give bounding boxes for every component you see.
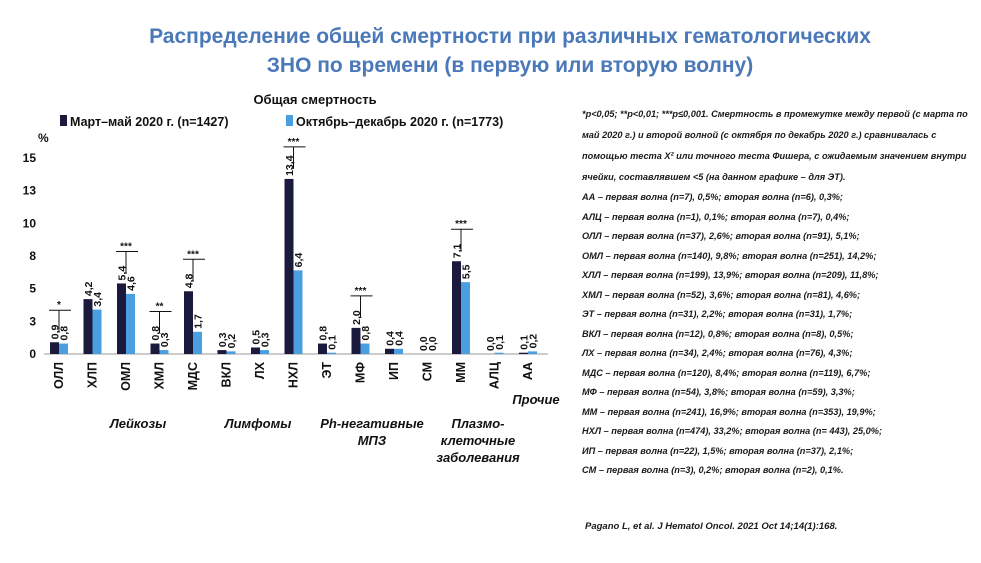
footnote-item: АЛЦ – первая волна (n=1), 0,1%; вторая волна (n=7), 0,4%; xyxy=(582,211,850,222)
bar-value-label: 0,8 xyxy=(360,325,372,341)
bar-value-label: 0,8 xyxy=(58,325,71,341)
footnote-item: ММ – первая волна (n=241), 16,9%; вторая волна (n=353), 19,9%; xyxy=(582,406,876,417)
bar-value-label: 0,3 xyxy=(217,332,229,348)
bar xyxy=(294,270,303,354)
significance-mark: *** xyxy=(455,219,467,231)
x-tick-label: МДС xyxy=(186,362,200,391)
bar xyxy=(361,344,370,354)
group-label-plasma-cell: Плазмо-клеточные заболевания xyxy=(436,416,520,465)
x-tick-label: ОЛЛ xyxy=(52,362,66,389)
citation: Pagano L, et al. J Hematol Oncol. 2021 Oct 14;14(1):168. xyxy=(585,521,838,532)
bar-value-label: 5,4 xyxy=(116,265,129,281)
bar-value-label: 4,2 xyxy=(83,281,95,297)
bar xyxy=(394,349,403,354)
bar xyxy=(251,347,260,354)
x-tick-label: СМ xyxy=(420,362,435,382)
x-tick-label: ИП xyxy=(387,362,401,380)
significance-mark: *** xyxy=(287,136,300,148)
bar-value-label: 0,0 xyxy=(418,336,430,351)
y-tick-label: 5 xyxy=(29,281,36,296)
x-tick-label: ОМЛ xyxy=(119,362,133,391)
footnote-item: МФ – первая волна (n=54), 3,8%; вторая волна (n=59), 3,3%; xyxy=(582,387,855,397)
bar xyxy=(327,353,336,354)
footnote-item: ОМЛ – первая волна (n=140), 9,8%; вторая волна (n=251), 14,2%; xyxy=(582,250,877,261)
bar xyxy=(193,332,202,354)
bar-value-label: 7,1 xyxy=(451,243,464,259)
group-label-leukemias: Лейкозы xyxy=(109,416,167,431)
bar-value-label: 0,4 xyxy=(384,331,397,346)
legend-label-series-2: Октябрь–декабрь 2020 г. (n=1773) xyxy=(296,115,504,129)
bar xyxy=(117,283,126,354)
bar-value-label: 0,3 xyxy=(159,332,171,348)
significance-mark: *** xyxy=(354,285,367,297)
y-tick-label: 3 xyxy=(29,314,36,329)
bar-value-label: 3,4 xyxy=(92,291,104,307)
bar xyxy=(260,350,269,354)
bar-value-label: 4,6 xyxy=(125,276,138,291)
footnote-item: ХМЛ – первая волна (n=52), 3,6%; вторая волна (n=81), 4,6%; xyxy=(582,289,861,300)
group-label-mpn: Ph-негативные МПЗ xyxy=(320,416,424,448)
bar-value-label: 0,0 xyxy=(427,336,439,351)
significance-mark: *** xyxy=(120,241,132,253)
footnotes xyxy=(582,104,977,481)
significance-mark: *** xyxy=(187,249,199,261)
y-tick-label: 13 xyxy=(22,183,36,198)
bar-value-label: 0,9 xyxy=(49,324,62,340)
y-axis xyxy=(23,151,37,361)
bar-value-label: 0,1 xyxy=(494,335,506,350)
group-label-lymphomas: Лимфомы xyxy=(224,416,292,431)
footnote-statistics: *p<0,05; **p<0,01; ***p≤0,001. Смертность в промежутке между первой (с марта по май 2020 г.) и второй волной (с октября по декабрь 2020 г.) сравнивалась с помощью теста Χ² или точного теста Фишера, с ожидаемым значением внутри ячейки, составлявшем <5 (на данном графике – для ЭТ). xyxy=(582,109,968,182)
bar-value-label: 1,7 xyxy=(192,314,205,329)
bar xyxy=(126,294,135,354)
x-tick-label: ЭТ xyxy=(320,362,334,379)
slide-title-line-1: Распределение общей смертности при различных гематологических xyxy=(149,25,871,48)
x-tick-label: МФ xyxy=(353,362,368,384)
bar-value-label: 0,8 xyxy=(317,325,330,341)
bar-value-label: 6,4 xyxy=(293,252,305,268)
legend-label-series-1: Март–май 2020 г. (n=1427) xyxy=(70,115,229,129)
footnote-item: ЭТ – первая волна (n=31), 2,2%; вторая волна (n=31), 1,7%; xyxy=(582,309,853,319)
slide-title-line-2: ЗНО по времени (в первую или вторую волну) xyxy=(266,54,754,77)
bar-value-label: 5,5 xyxy=(460,264,473,280)
bar-value-label: 0,3 xyxy=(259,332,272,348)
group-label-other: Прочие xyxy=(512,392,560,407)
footnote-item: ХЛЛ – первая волна (n=199), 13,9%; вторая волна (n=209), 11,8%; xyxy=(582,270,879,280)
x-tick-label: АЛЦ xyxy=(487,362,502,390)
significance-mark: ** xyxy=(155,301,164,313)
bar-value-label: 0,5 xyxy=(250,329,263,345)
x-tick-label: НХЛ xyxy=(286,362,301,389)
footnote-item: АА – первая волна (n=7), 0,5%; вторая волна (n=6), 0,3%; xyxy=(582,192,843,202)
bar xyxy=(160,350,169,354)
bar-value-label: 0,4 xyxy=(393,331,406,346)
bar-value-label: 0,2 xyxy=(527,333,540,349)
bar xyxy=(519,353,528,354)
bar xyxy=(93,310,102,354)
chart-title: Общая смертность xyxy=(253,92,377,107)
bar xyxy=(59,344,68,354)
bar-value-label: 2,0 xyxy=(351,310,363,325)
x-tick-label: ММ xyxy=(454,362,468,383)
footnote-item: СМ – первая волна (n=3), 0,2%; вторая волна (n=2), 0,1%. xyxy=(582,465,844,475)
chart-legend xyxy=(60,115,503,129)
bar xyxy=(227,351,236,354)
legend-swatch-series-1 xyxy=(60,115,67,126)
bar xyxy=(495,353,504,354)
footnote-item: ИП – первая волна (n=22), 1,5%; вторая волна (n=37), 2,1%; xyxy=(582,445,854,456)
y-tick-label: 15 xyxy=(22,151,36,165)
y-axis-unit-label: % xyxy=(38,131,49,145)
bar xyxy=(528,351,537,354)
bar-value-label: 0,1 xyxy=(326,335,339,350)
bar-value-label: 0,0 xyxy=(485,336,497,351)
footnote-item: НХЛ – первая волна (n=474), 33,2%; вторая волна (n= 443), 25,0%; xyxy=(582,426,883,436)
x-tick-label: ХМЛ xyxy=(152,362,167,390)
bar-value-label: 13,4 xyxy=(284,155,296,176)
y-tick-label: 0 xyxy=(29,347,36,361)
group-labels xyxy=(109,392,560,465)
bar-value-label: 4,8 xyxy=(183,273,196,289)
bar-value-label: 0,2 xyxy=(226,333,238,349)
footnote-item: ОЛЛ – первая волна (n=37), 2,6%; вторая волна (n=91), 5,1%; xyxy=(582,231,860,241)
legend-swatch-series-2 xyxy=(286,115,293,126)
bar xyxy=(50,342,59,354)
footnote-item: МДС – первая волна (n=120), 8,4%; вторая волна (n=119), 6,7%; xyxy=(582,367,871,378)
significance-mark: * xyxy=(57,300,61,312)
y-tick-label: 10 xyxy=(22,216,36,231)
bar-value-label: 0,1 xyxy=(518,335,531,350)
y-tick-label: 8 xyxy=(29,249,36,263)
x-tick-label: АА xyxy=(521,362,535,381)
bar xyxy=(461,282,470,354)
x-tick-label: ХЛП xyxy=(85,362,100,389)
x-tick-label: ВКЛ xyxy=(219,362,234,388)
bar xyxy=(218,350,227,354)
x-axis-labels xyxy=(52,361,535,391)
x-tick-label: ЛХ xyxy=(253,362,267,380)
footnote-item: ЛХ – первая волна (n=34), 2,4%; вторая волна (n=76), 4,3%; xyxy=(582,348,853,358)
significance-markers xyxy=(49,137,473,334)
bar-value-label: 0,8 xyxy=(150,325,162,341)
bar xyxy=(385,349,394,354)
footnote-item: ВКЛ – первая волна (n=12), 0,8%; вторая волна (n=8), 0,5%; xyxy=(582,328,854,339)
